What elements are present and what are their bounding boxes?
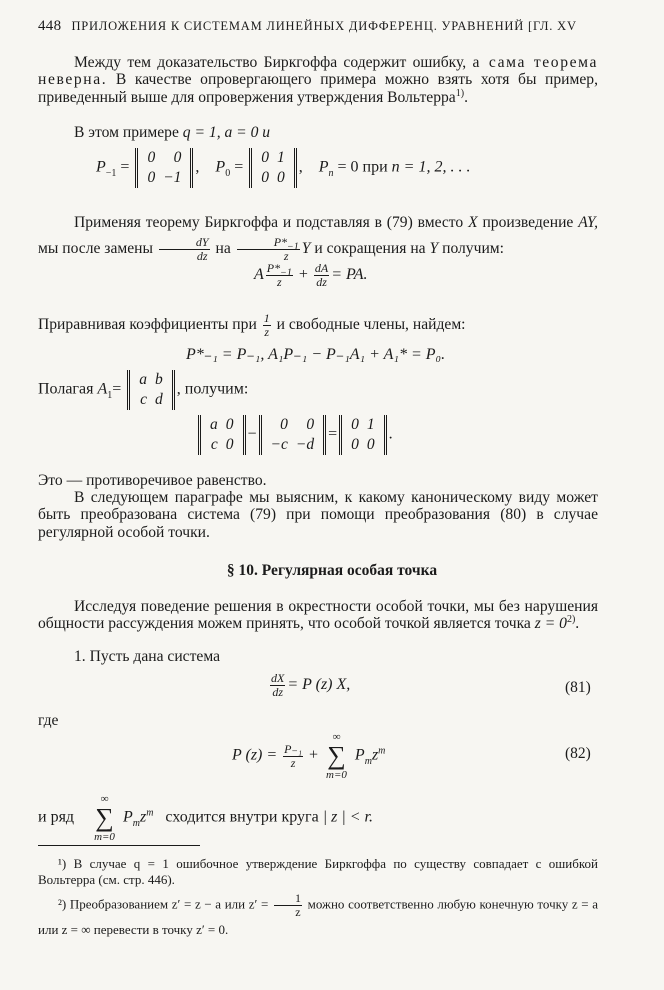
- p-minus1-symbol: P: [96, 158, 106, 176]
- matrix-cell: 1: [276, 149, 285, 166]
- paragraph-singular-point: [38, 598, 598, 633]
- matrix-minus: −: [247, 425, 257, 443]
- matrix-cell: 0: [225, 436, 234, 453]
- pn-sub: n: [328, 167, 334, 179]
- matrix-cell: 1: [366, 416, 375, 433]
- frac-num: 1: [263, 311, 270, 325]
- pn-tail: = 0: [333, 158, 359, 176]
- sum-top: ∞: [100, 793, 109, 805]
- frac-num: dY: [159, 236, 210, 250]
- p8-z0: z = 0: [534, 615, 567, 633]
- fraction-dy-dz: [159, 236, 210, 263]
- page-number: 448: [38, 18, 62, 34]
- eq-main-rhs: = PA.: [331, 266, 368, 284]
- paragraph-example: [38, 124, 598, 141]
- n-values: n = 1, 2, . . .: [391, 158, 471, 176]
- matrix-3: [339, 415, 387, 455]
- p1-text-a: Между тем доказательство Биркгоффа содержит ошибку,: [74, 54, 467, 71]
- footnote-ref-2: 2): [566, 614, 576, 626]
- p8-text: Исследуя поведение решения в окрестности особой точки, мы без нарушения общности рассуждения можем принять, что особой точкой является точка: [38, 598, 598, 633]
- paragraph-setting-a1: [38, 370, 248, 410]
- paragraph-given-system: 1. Пусть дана система: [74, 648, 221, 665]
- matrix-1: [198, 415, 246, 455]
- summation-series: [94, 792, 115, 844]
- equation-81: [268, 672, 350, 699]
- eq82-z: z: [371, 746, 379, 764]
- p10-z: z: [139, 808, 147, 826]
- matrix-cell: a: [139, 371, 148, 388]
- matrix-cell: a: [210, 416, 218, 433]
- matrix-cell: c: [140, 391, 148, 408]
- eq82-plus: +: [309, 746, 319, 764]
- equation-matrices: [196, 415, 393, 455]
- p2-text: В этом примере: [74, 124, 179, 141]
- equation-main: [254, 262, 368, 289]
- frac-den: z: [283, 249, 289, 263]
- fraction-pstar-z: [266, 262, 293, 289]
- matrix-dot: .: [388, 425, 393, 443]
- footnote-2-text-b: можно соответственно любую конечную точку z = a или z = ∞ перевести в точку z′ = 0.: [38, 896, 599, 937]
- eq-main-plus: +: [298, 266, 308, 284]
- equation-82: [232, 730, 385, 782]
- frac-den: dz: [316, 275, 327, 289]
- matrix-cell: 0: [225, 416, 234, 433]
- matrix-a1: [127, 370, 175, 410]
- footnote-divider: [38, 845, 200, 846]
- matrix-p-minus1: [135, 148, 193, 188]
- paragraph-contradiction: Это — противоречивое равенство.: [38, 472, 267, 489]
- frac-num: 1: [274, 892, 302, 906]
- p1-text-c: В качестве опровергающего примера можно взять хотя бы пример, приведенный выше для опровержения утверждения Вольтерра: [38, 71, 598, 106]
- summation-82: [326, 730, 347, 782]
- frac-num: P*: [273, 235, 288, 249]
- frac-num: dA: [314, 261, 329, 275]
- matrix-cell: 0: [261, 169, 269, 186]
- word-gde: где: [38, 712, 59, 729]
- equation-number-82: (82): [565, 745, 591, 762]
- eq82-term: P: [354, 746, 365, 764]
- p10-term-pow: m: [146, 807, 154, 819]
- running-title: ПРИЛОЖЕНИЯ К СИСТЕМАМ ЛИНЕЙНЫХ ДИФФЕРЕНЦ. УРАВНЕНИЙ [ГЛ. XV: [71, 19, 577, 33]
- fraction-da-dz: [314, 262, 329, 289]
- p3-y: Y: [301, 240, 311, 258]
- matrix-cell: 0: [147, 169, 156, 186]
- eq81-rhs: = P (z) X,: [287, 676, 351, 694]
- matrix-cell: −c: [270, 436, 288, 453]
- matrix-cell: 0: [261, 149, 269, 166]
- p3-y2: Y: [429, 240, 439, 258]
- p10-text-a: и ряд: [38, 808, 75, 826]
- matrix-cell: 0: [306, 416, 315, 433]
- p3-na: на: [215, 240, 231, 258]
- matrix-cell: c: [210, 436, 218, 453]
- p4-text-a: Приравнивая коэффициенты при: [38, 316, 257, 334]
- matrix-cell: −d: [295, 436, 315, 453]
- sum-top: ∞: [332, 731, 341, 743]
- paragraph-coefficients: [38, 312, 598, 339]
- fraction-one-z: [263, 312, 271, 339]
- p3-text-a: Применяя теорему Биркгоффа и подставляя в (79) вместо: [74, 214, 464, 231]
- frac-num: dX: [271, 671, 285, 685]
- eq82-term-pow: m: [378, 745, 386, 757]
- sum-sigma: ∑: [327, 741, 346, 770]
- eq-main-a: A: [254, 266, 264, 284]
- pn-symbol: P: [318, 158, 329, 176]
- frac-den: z: [290, 755, 296, 770]
- footnote-ref-1: 1): [455, 87, 465, 99]
- matrix-cell: 0: [351, 416, 359, 433]
- p2-params: q = 1, a = 0 и: [182, 124, 271, 141]
- p1-text-b: а сама теорема неверна.: [38, 54, 598, 89]
- frac-num: P₋₁: [284, 741, 303, 756]
- sum-bottom: m=0: [326, 769, 347, 781]
- p10-condition: | z | < r.: [322, 808, 373, 826]
- footnote-2-text-a: ²) Преобразованием z′ = z − a или z′ =: [58, 896, 269, 912]
- frac-den: z: [264, 325, 270, 339]
- frac-num-sub: −1: [280, 267, 292, 279]
- matrix-cell: 0: [280, 416, 288, 433]
- page-header: [38, 18, 577, 35]
- equation-p-matrices: $P_{-1} = 0$ 0 0 −1, $P_0 = 0$ 1 0 0, $P_n = 0$ при n = 1, 2, . . .: [96, 149, 471, 186]
- equation-number-81: (81): [565, 679, 591, 696]
- matrix-cell: d: [155, 391, 163, 408]
- footnote-2: [38, 892, 598, 941]
- p-minus1-sub: −1: [105, 167, 117, 179]
- frac-den: dz: [272, 685, 283, 699]
- section-heading: § 10. Регулярная особая точка: [226, 562, 438, 579]
- eq82-term-sub: m: [364, 755, 372, 767]
- a1-sub: 1: [107, 389, 113, 401]
- fraction-dx-dz: [270, 672, 285, 699]
- p5-text-a: Полагая: [38, 380, 94, 398]
- paragraph-applying-theorem: [38, 210, 598, 263]
- p3-ay: AY,: [578, 214, 598, 231]
- p0-sub: 0: [225, 167, 231, 179]
- p3-x: X: [468, 214, 478, 231]
- matrix-cell: 0: [173, 149, 182, 166]
- matrix-equals: =: [328, 425, 338, 443]
- fraction-pstar-z: [237, 236, 300, 263]
- matrix-2: [259, 415, 327, 455]
- paragraph-next-section: В следующем параграфе мы выясним, к какому каноническому виду может быть преобразована система (79) при помощи преобразования (80) в случае регулярной особой точки.: [38, 489, 598, 541]
- footnote-1: ¹) В случае q = 1 ошибочное утверждение Биркгоффа по существу совпадает с ошибкой Вольтерра (см. стр. 446).: [38, 856, 598, 887]
- fraction-p-minus1-z: [283, 743, 303, 770]
- p3-text-c: мы после замены: [38, 240, 153, 258]
- matrix-cell: 0: [351, 436, 359, 453]
- p3-text-e: получим:: [442, 240, 504, 258]
- frac-den: dz: [196, 249, 208, 263]
- matrix-p0: [249, 148, 297, 188]
- matrix-cell: b: [155, 371, 163, 388]
- p1-text-d: .: [464, 88, 468, 106]
- sum-sigma: ∑: [95, 803, 114, 832]
- p10-term: P: [122, 808, 133, 826]
- a1-symbol: A: [97, 380, 108, 398]
- fraction-one-over-z: [274, 892, 302, 919]
- p10-text-b: сходится внутри круга: [165, 808, 319, 826]
- p0-symbol: P: [215, 158, 226, 176]
- matrix-cell: 0: [366, 436, 375, 453]
- matrix-cell: 0: [147, 149, 156, 166]
- p8-end: .: [575, 615, 580, 633]
- sum-bottom: m=0: [94, 831, 115, 843]
- paragraph-series-converges: [38, 792, 373, 844]
- frac-num: P*: [266, 261, 281, 275]
- equation-relations: P*₋₁ = P₋₁, A₁P₋₁ − P₋₁A₁ + A₁* = P₀.: [186, 346, 446, 363]
- matrix-cell: −1: [163, 169, 182, 186]
- frac-num-sub: −1: [287, 241, 299, 253]
- p3-text-d: и сокращения на: [314, 240, 426, 258]
- matrix-cell: 0: [276, 169, 285, 186]
- pri-word: при: [362, 158, 388, 176]
- paragraph-birkhoff-error: [38, 54, 598, 106]
- p10-term-sub: m: [132, 817, 140, 829]
- eq82-lhs: P (z) =: [232, 746, 278, 764]
- frac-den: z: [276, 275, 282, 289]
- p5-text-b: , получим:: [176, 380, 249, 398]
- p5-eq: =: [112, 380, 122, 398]
- p3-text-b: произведение: [482, 214, 574, 231]
- p4-text-b: и свободные члены, найдем:: [276, 316, 466, 334]
- frac-den: z: [295, 905, 301, 919]
